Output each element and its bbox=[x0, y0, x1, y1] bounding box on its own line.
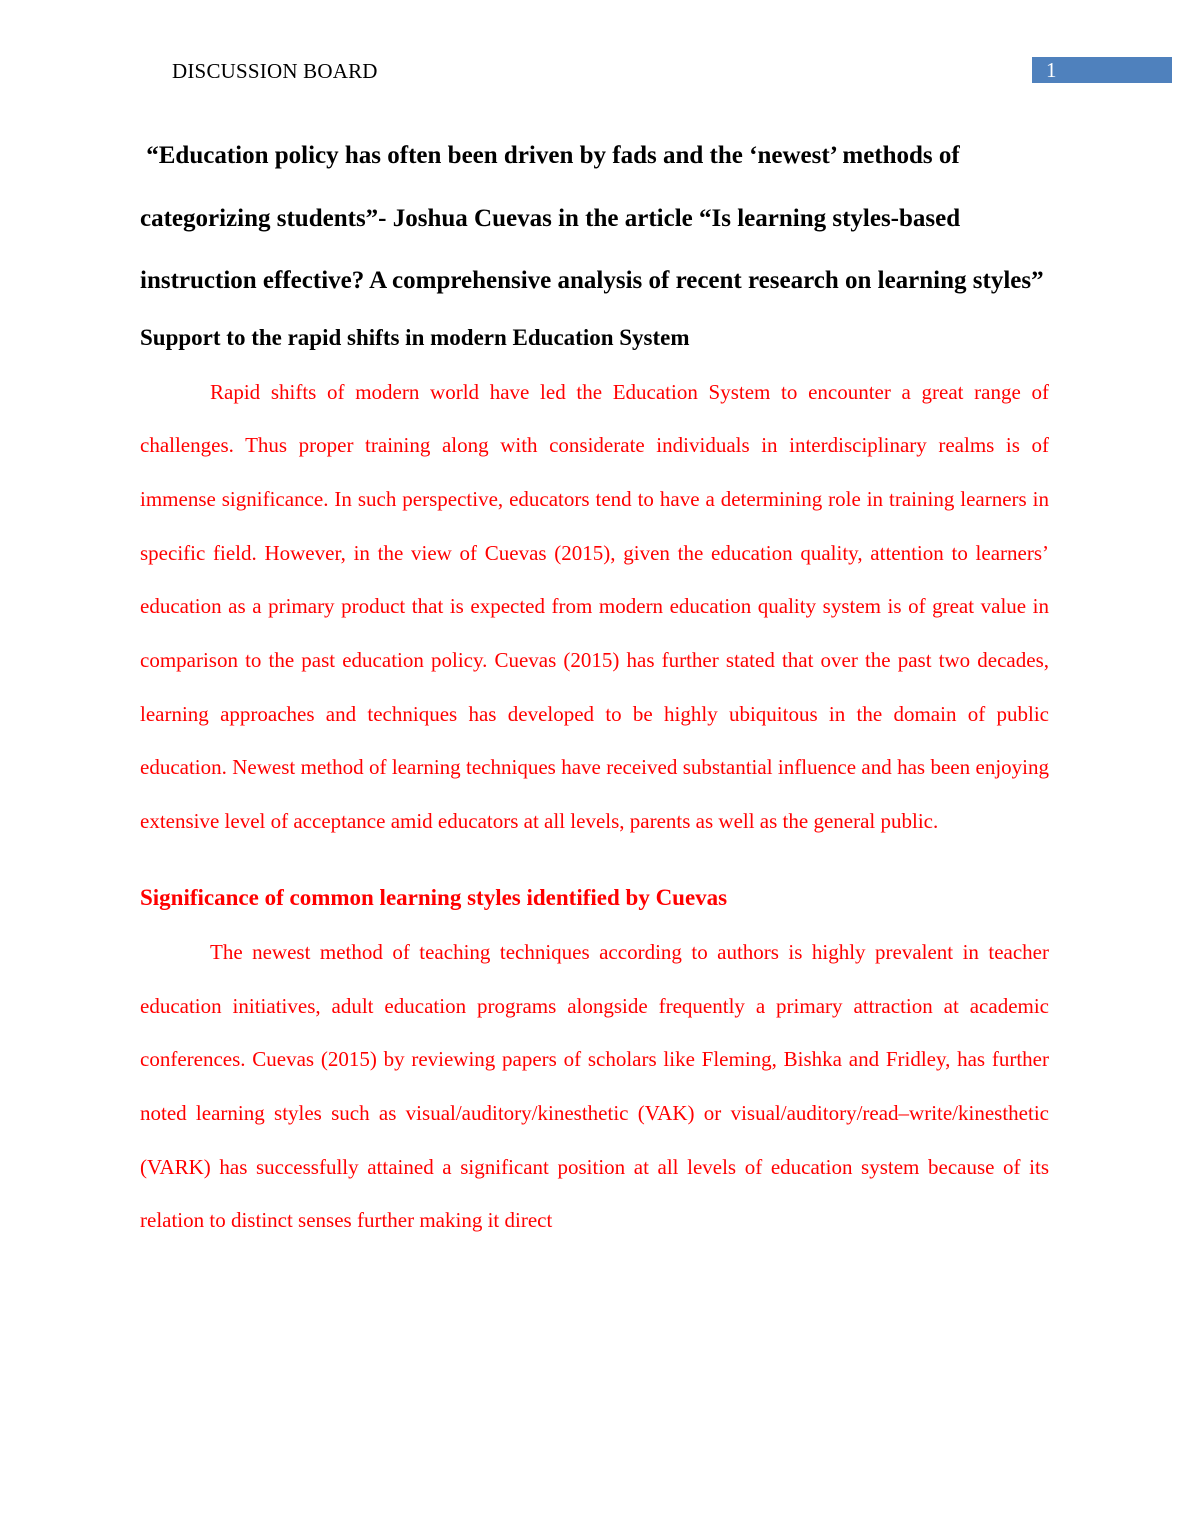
running-head: DISCUSSION BOARD bbox=[172, 59, 378, 83]
page-number-box bbox=[1032, 57, 1172, 83]
section-paragraph-significance: The newest method of teaching techniques according to authors is highly prevalent in teacher education initiatives, adult education programs alongside frequently a primary attraction at academic conferences. Cuevas (2015) by reviewing papers of scholars like Fleming, Bishka and Fridley, has further noted learning styles such as visual/auditory/kinesthetic (VAK) or visual/auditory/read–write/kinesthetic (VARK) has successfully attained a significant position at all levels of education system because of its relation to distinct senses further making it direct bbox=[140, 939, 1049, 1233]
document-title: “Education policy has often been driven by fads and the ‘newest’ methods of categorizing students”- Joshua Cuevas in the article “Is learning styles-based instruction effective? A comprehensive analysis of recent research on learning styles” bbox=[140, 142, 1044, 294]
section-heading-significance: Significance of common learning styles identified by Cuevas bbox=[140, 884, 728, 910]
section-paragraph-support: Rapid shifts of modern world have led the Education System to encounter a great range of challenges. Thus proper training along with considerate individuals in interdisciplinary realms is of immense significance. In such perspective, educators tend to have a determining role in training learners in specific field. However, in the view of Cuevas (2015), given the education quality, attention to learners’ education as a primary product that is expected from modern education quality system is of great value in comparison to the past education policy. Cuevas (2015) has further stated that over the past two decades, learning approaches and techniques has developed to be highly ubiquitous in the domain of public education. Newest method of learning techniques have received substantial influence and has been enjoying extensive level of acceptance amid educators at all levels, parents as well as the general public. bbox=[140, 379, 1049, 834]
document-body bbox=[140, 125, 1049, 1248]
section-heading-support: Support to the rapid shifts in modern Education System bbox=[140, 324, 690, 350]
page-number: 1 bbox=[1046, 58, 1057, 82]
